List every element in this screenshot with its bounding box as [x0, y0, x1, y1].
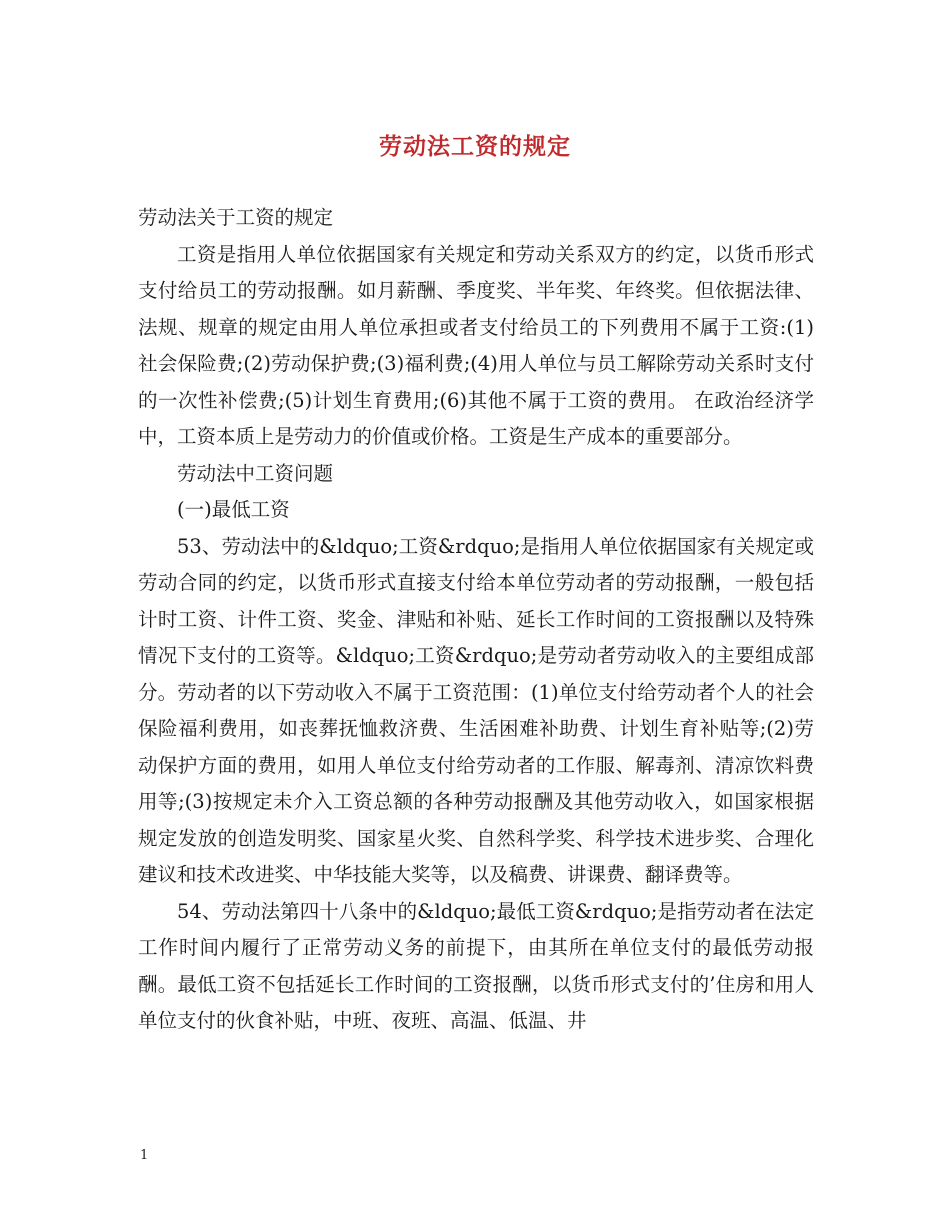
paragraph: 53、劳动法中的&ldquo;工资&rdquo;是指用人单位依据国家有关规定或劳动合同的约定，以货币形式直接支付给本单位劳动者的劳动报酬，一般包括计时工资、计件工资、奖金、津贴和补贴、延长工作时间的工资报酬以及特殊情况下支付的工资等。&ldquo;工资&rdquo;是劳动者劳动收入的主要组成部分。劳动者的以下劳动收入不属于工资范围：(1)单位支付给劳动者个人的社会保险福利费用，如丧葬抚恤救济费、生活困难补助费、计划生育补贴等;(2)劳动保护方面的费用，如用人单位支付给劳动者的工作服、解毒剂、清凉饮料费用等;(3)按规定未介入工资总额的各种劳动报酬及其他劳动收入，如国家根据规定发放的创造发明奖、国家星火奖、自然科学奖、科学技术进步奖、合理化建议和技术改进奖、中华技能大奖等，以及稿费、讲课费、翻译费等。 — [138, 534, 814, 886]
document-body — [138, 200, 814, 1040]
page-number: 1 — [140, 1148, 149, 1163]
document-title: 劳动法工资的规定 — [379, 134, 571, 160]
section-heading: 劳动法关于工资的规定 — [138, 206, 334, 229]
subsection-heading: (一)最低工资 — [177, 498, 290, 521]
paragraph: 工资是指用人单位依据国家有关规定和劳动关系双方的约定，以货币形式支付给员工的劳动报酬。如月薪酬、季度奖、半年奖、年终奖。但依据法律、法规、规章的规定由用人单位承担或者支付给员工的下列费用不属于工资:(1)社会保险费;(2)劳动保护费;(3)福利费;(4)用人单位与员工解除劳动关系时支付的一次性补偿费;(5)计划生育费用;(6)其他不属于工资的费用。 在政治经济学中，工资本质上是劳动力的价值或价格。工资是生产成本的重要部分。 — [138, 242, 814, 448]
paragraph: 54、劳动法第四十八条中的&ldquo;最低工资&rdquo;是指劳动者在法定工作时间内履行了正常劳动义务的前提下，由其所在单位支付的最低劳动报酬。最低工资不包括延长工作时间的工资报酬，以货币形式支付的’住房和用人单位支付的伙食补贴，中班、夜班、高温、低温、井 — [138, 899, 814, 1032]
subsection-heading: 劳动法中工资问题 — [177, 461, 334, 485]
